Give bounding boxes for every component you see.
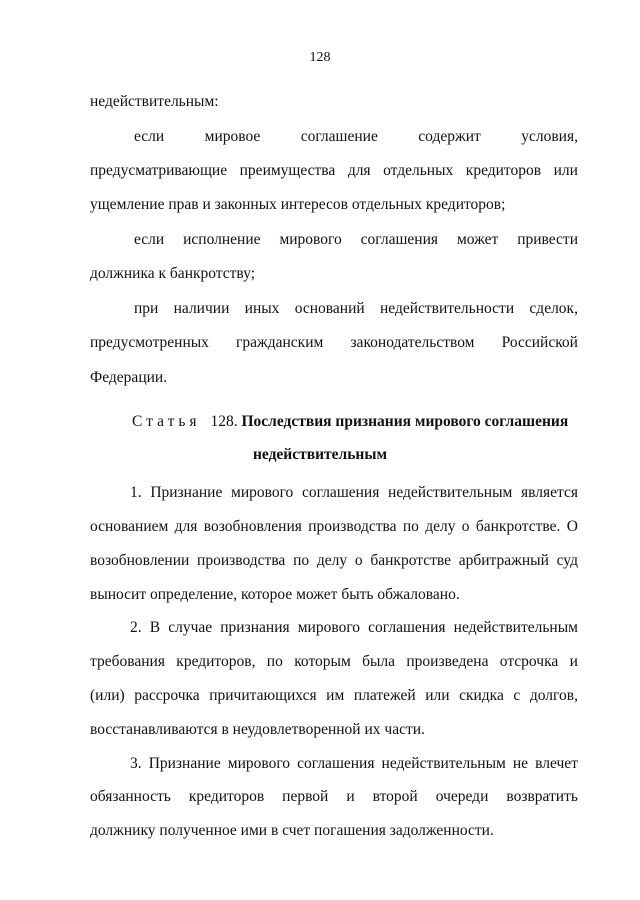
justified-line <box>130 483 578 503</box>
word: соглашения <box>302 484 380 501</box>
word: очереди <box>435 788 489 805</box>
word: арбитражный <box>458 552 549 569</box>
word: по <box>293 552 310 569</box>
word: банкротстве <box>370 552 451 569</box>
word: 3. <box>130 755 142 772</box>
article-title: Последствия признания мирового соглашения <box>241 413 569 430</box>
word: отсрочка <box>499 653 559 670</box>
text-line: выносит определение, которое может быть обжаловано. <box>90 586 460 603</box>
word: недействительным <box>388 484 513 501</box>
word: Российской <box>501 334 578 351</box>
text-line: восстанавливаются в неудовлетворенной их части. <box>90 721 425 738</box>
word: Признание <box>148 755 221 772</box>
justified-line <box>130 618 578 638</box>
word: или <box>553 162 578 179</box>
word: Признание <box>150 484 223 501</box>
text-line: ущемление прав и законных интересов отдельных кредиторов; <box>90 196 506 213</box>
justified-line <box>90 551 578 571</box>
word: 1. <box>130 484 142 501</box>
justified-line <box>90 652 578 672</box>
word: мирового <box>231 484 294 501</box>
word: отдельных <box>383 162 454 179</box>
word: для <box>347 162 371 179</box>
word: является <box>521 484 578 501</box>
justified-line <box>90 161 578 181</box>
word: о <box>354 552 363 569</box>
word: по <box>402 518 419 535</box>
word: привести <box>517 231 578 248</box>
word: преимущества <box>239 162 336 179</box>
word: признания <box>220 619 290 636</box>
word: кредиторов <box>465 162 542 179</box>
word: причитающихся <box>209 687 317 704</box>
word: по <box>266 653 283 670</box>
article-heading <box>132 412 568 432</box>
word: мирового <box>279 231 342 248</box>
word: соглашение <box>300 128 378 145</box>
word: сделок, <box>529 300 578 317</box>
word: мирового <box>297 619 361 636</box>
word: и <box>346 788 355 805</box>
word: была <box>362 653 396 670</box>
word: второй <box>372 788 418 805</box>
word: гражданским <box>236 334 324 351</box>
word: производства <box>197 552 286 569</box>
word: возвратить <box>506 788 578 805</box>
word: основанием <box>90 518 169 535</box>
word: возобновления <box>203 518 302 535</box>
word: О <box>566 518 578 535</box>
word: долгов, <box>529 687 578 704</box>
justified-line <box>90 517 578 537</box>
word: если <box>134 231 165 248</box>
word: произведена <box>406 653 489 670</box>
word: влечет <box>535 755 578 772</box>
text-line: недействительным: <box>90 93 219 110</box>
word: может <box>456 231 499 248</box>
word: кредиторов <box>188 788 265 805</box>
word: соглашения <box>297 755 375 772</box>
word: банкротстве. <box>475 518 561 535</box>
word: недействительным <box>453 619 578 636</box>
justified-line <box>134 127 578 147</box>
justified-line <box>90 686 578 706</box>
word: соглашения <box>368 619 446 636</box>
word: производства <box>308 518 397 535</box>
justified-line <box>130 754 578 774</box>
word: предусматривающие <box>90 162 228 179</box>
word: не <box>512 755 529 772</box>
word: случае <box>168 619 213 636</box>
word: наличии <box>173 300 230 317</box>
text-line: должника к банкротству; <box>90 265 256 282</box>
word: условия, <box>521 128 578 145</box>
justified-line <box>134 230 578 250</box>
word: платежей <box>353 687 416 704</box>
word: мировое <box>204 128 261 145</box>
word: им <box>326 687 345 704</box>
word: суд <box>556 552 578 569</box>
word: при <box>134 300 159 317</box>
word: требования <box>90 653 165 670</box>
word: содержит <box>418 128 481 145</box>
word: (или) <box>90 687 125 704</box>
word: для <box>174 518 198 535</box>
word: которым <box>294 653 351 670</box>
word: В <box>149 619 161 636</box>
word: первой <box>282 788 329 805</box>
text-line: должнику полученное ими в счет погашения задолженности. <box>90 822 494 839</box>
word: недействительности <box>379 300 515 317</box>
word: кредиторов, <box>176 653 256 670</box>
word: иных <box>244 300 280 317</box>
word: 2. <box>130 619 142 636</box>
word: соглашения <box>360 231 439 248</box>
word: недействительным <box>381 755 506 772</box>
justified-line <box>90 787 578 807</box>
article-title-continued: недействительным <box>252 446 388 463</box>
word: если <box>134 128 165 145</box>
word: обязанность <box>90 788 171 805</box>
word: мирового <box>227 755 291 772</box>
word: оснований <box>294 300 365 317</box>
word: исполнение <box>183 231 261 248</box>
word: возобновлении <box>90 552 190 569</box>
justified-line <box>134 299 578 319</box>
word: законодательством <box>350 334 475 351</box>
article-label: Статья <box>132 413 201 430</box>
justified-line <box>90 333 578 353</box>
word: с <box>513 687 521 704</box>
word: делу <box>425 518 456 535</box>
word: или <box>425 687 450 704</box>
word: скидка <box>459 687 504 704</box>
word: рассрочка <box>134 687 200 704</box>
article-number: 128. <box>210 413 238 430</box>
text-line: Федерации. <box>90 369 168 386</box>
word: и <box>569 653 578 670</box>
word: о <box>461 518 470 535</box>
page-number: 128 <box>309 50 331 65</box>
word: делу <box>316 552 348 569</box>
word: предусмотренных <box>90 334 209 351</box>
